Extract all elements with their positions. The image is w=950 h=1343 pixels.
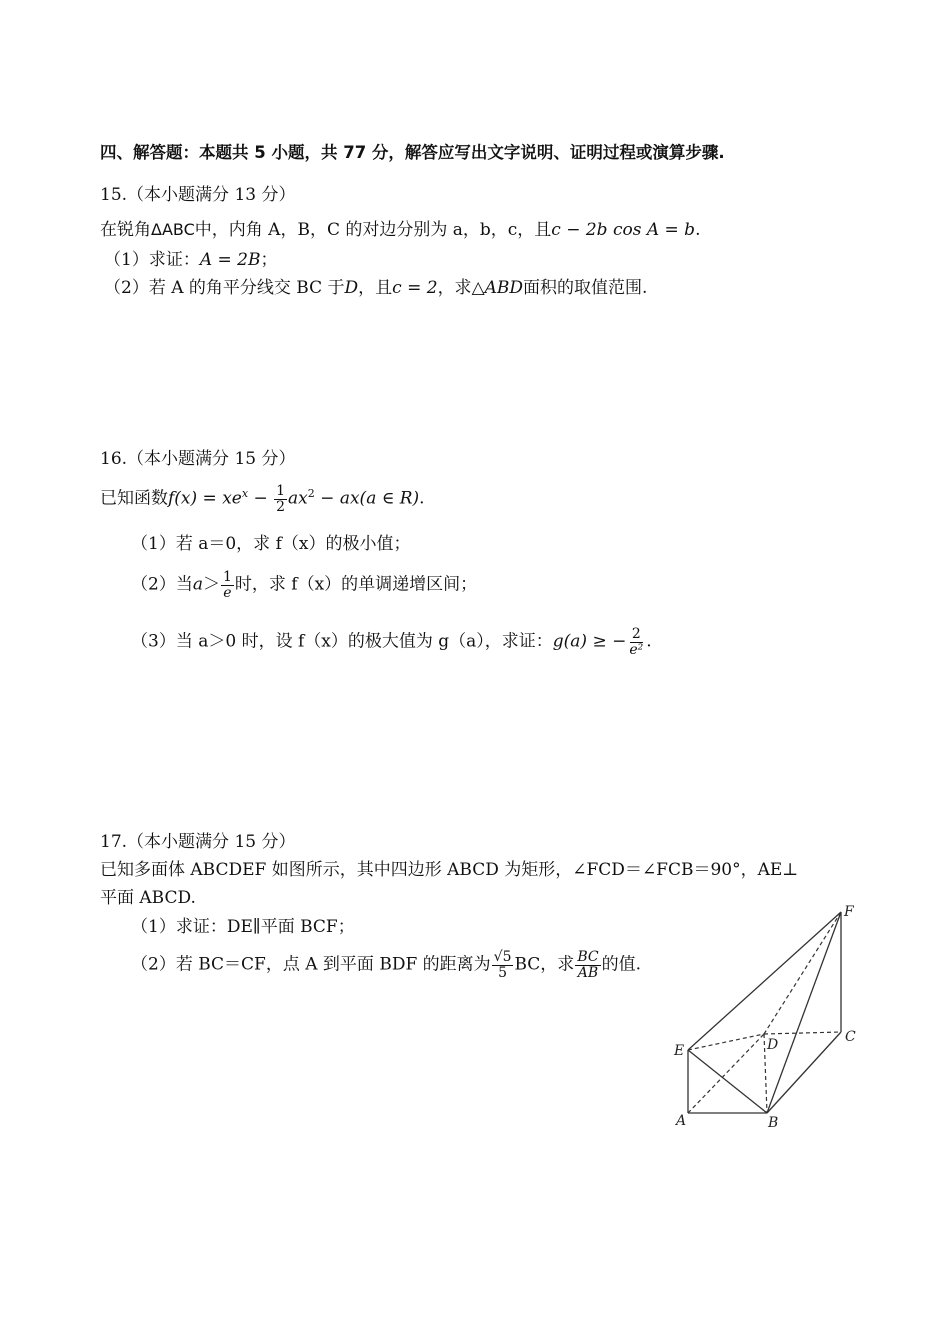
polyhedron-figure — [668, 900, 868, 1132]
q17-part2-text-c: 的值. — [601, 954, 641, 975]
q16-part3-expr: g(a) ≥ − — [552, 631, 627, 652]
q15-stem-end: . — [695, 220, 701, 240]
q17-header: 17.（本小题满分 15 分） — [100, 832, 296, 852]
q16-stem-end: . — [419, 488, 425, 509]
q16-part3-frac-den: e² — [629, 641, 644, 658]
q16-part2-gt: ＞ — [202, 574, 220, 595]
q15-part2-text-b: ，且 — [358, 278, 393, 298]
q17-part2-frac-den: 5 — [498, 964, 508, 981]
q15-part2-text-d: 面积的取值范围. — [523, 278, 648, 298]
q15-part1-eq: A = 2B — [199, 250, 261, 270]
edge-ED — [688, 1034, 764, 1050]
label-E: E — [674, 1043, 685, 1059]
edge-EB — [688, 1050, 767, 1113]
q16-part2-fraction — [221, 570, 234, 600]
edge-DC — [764, 1032, 841, 1034]
q17-part1: （1）求证：DE∥平面 BCF； — [131, 917, 355, 937]
q15-part2-text-a: （2）若 A 的角平分线交 BC 于 — [104, 278, 345, 298]
q16-frac-den: 2 — [276, 498, 286, 515]
q16-frac-num: 1 — [276, 483, 286, 499]
label-C: C — [845, 1029, 856, 1045]
label-A: A — [676, 1113, 687, 1129]
q17-stem-line2: 平面 ABCD. — [100, 888, 196, 908]
q17-part2-text-b: BC，求 — [514, 954, 575, 975]
q16-part2-text-b: 时，求 f（x）的单调递增区间； — [234, 574, 478, 595]
q16-func-b: ax — [288, 488, 308, 509]
q17-stem-line1: 已知多面体 ABCDEF 如图所示，其中四边形 ABCD 为矩形，∠FCD＝∠FCB＝90°，AE⊥ — [100, 860, 799, 880]
q16-part2-frac-den: e — [223, 584, 232, 601]
q16-func-fraction — [274, 484, 287, 514]
q15-triangle: ΔABC — [151, 220, 195, 239]
q16-func-c: − ax(a ∈ R) — [314, 488, 420, 509]
q15-part1-label: （1）求证： — [104, 250, 200, 270]
q17-part2-fraction2 — [575, 950, 600, 980]
q16-stem — [100, 484, 425, 514]
q15-part1-end: ； — [260, 250, 278, 270]
q17-part2 — [131, 950, 641, 980]
q15-header: 15.（本小题满分 13 分） — [100, 185, 296, 205]
q17-part2-text-a: （2）若 BC＝CF，点 A 到平面 BDF 的距离为 — [131, 954, 491, 975]
section-heading: 四、解答题：本题共 5 小题，共 77 分，解答应写出文字说明、证明过程或演算步骤. — [100, 143, 725, 162]
q16-part1: （1）若 a＝0，求 f（x）的极小值； — [131, 534, 411, 554]
q16-func-sup-x: x — [241, 487, 249, 501]
q17-part2-frac2-den: AB — [577, 964, 599, 981]
q15-part2-triangle: △ABD — [471, 278, 524, 298]
q15-stem — [100, 222, 700, 239]
q16-part2-var: a — [192, 574, 203, 595]
q17-part2-frac2-num: BC — [577, 949, 599, 965]
q16-part2-frac-num: 1 — [222, 569, 232, 585]
q15-condition: c − 2b cos A = b — [551, 220, 696, 240]
q15-part1 — [104, 252, 277, 269]
q15-stem-text-a: 在锐角 — [100, 220, 151, 240]
q16-part3 — [131, 627, 652, 657]
q16-part3-frac-num: 2 — [631, 626, 641, 642]
edge-EF — [688, 912, 841, 1050]
label-F: F — [844, 904, 854, 920]
q16-func-minus: − — [248, 488, 274, 509]
q15-stem-text-b: 中，内角 A，B，C 的对边分别为 a，b，c，且 — [194, 220, 552, 240]
q16-part3-fraction — [627, 627, 645, 657]
q15-part2-eq: c = 2 — [392, 278, 438, 298]
q16-stem-text: 已知函数 — [100, 488, 168, 509]
edge-BF — [767, 912, 841, 1113]
q15-part2-text-c: ，求 — [437, 278, 472, 298]
q15-part2-D: D — [344, 278, 359, 298]
q16-func-sup-2: 2 — [307, 487, 315, 501]
q17-part2-fraction — [492, 950, 514, 980]
q17-part2-frac-num: √5 — [493, 949, 512, 965]
q16-part3-end: . — [646, 631, 652, 652]
q16-part2 — [131, 570, 477, 600]
label-B: B — [768, 1115, 779, 1131]
q16-func-a: f(x) = xe — [168, 488, 242, 509]
q16-part2-text-a: （2）当 — [131, 574, 193, 595]
label-D: D — [767, 1037, 779, 1053]
q16-header: 16.（本小题满分 15 分） — [100, 449, 296, 469]
q16-part3-text-a: （3）当 a＞0 时，设 f（x）的极大值为 g（a），求证： — [131, 631, 553, 652]
q15-part2 — [104, 280, 647, 297]
